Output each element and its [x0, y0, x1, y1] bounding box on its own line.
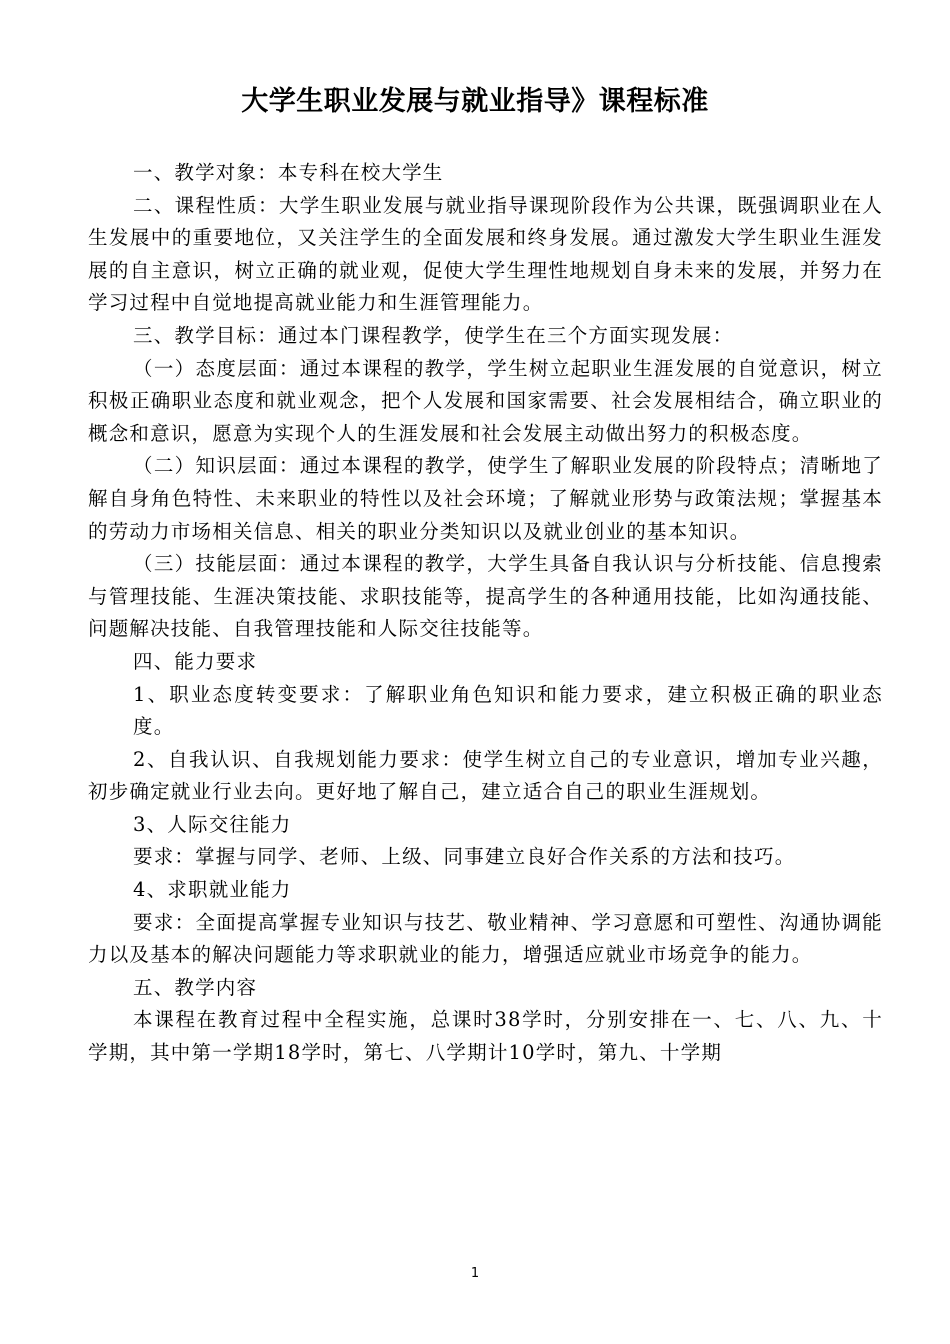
paragraph-ability-item-4-requirement: 要求：全面提高掌握专业知识与技艺、敬业精神、学习意愿和可塑性、沟通协调能力以及基本的解决问题能力等求职就业的能力，增强适应就业市场竞争的能力。	[88, 910, 883, 967]
paragraph-ability-item-1: 1、职业态度转变要求：了解职业角色知识和能力要求，建立积极正确的职业态度。	[133, 682, 883, 739]
paragraph-attitude-level: （一）态度层面：通过本课程的教学，学生树立起职业生涯发展的自觉意识，树立积极正确职业态度和就业观念，把个人发展和国家需要、社会发展相结合，确立职业的概念和意识，愿意为实现个人的生涯发展和社会发展主动做出努力的积极态度。	[88, 356, 883, 445]
paragraph-knowledge-level: （二）知识层面：通过本课程的教学，使学生了解职业发展的阶段特点；清晰地了解自身角色特性、未来职业的特性以及社会环境；了解就业形势与政策法规；掌握基本的劳动力市场相关信息、相关的职业分类知识以及就业创业的基本知识。	[88, 454, 883, 543]
document-title: 大学生职业发展与就业指导》课程标准	[241, 86, 709, 117]
section-heading-teaching-content: 五、教学内容	[133, 975, 258, 999]
paragraph-course-nature: 二、课程性质：大学生职业发展与就业指导课现阶段作为公共课，既强调职业在人生发展中的重要地位，又关注学生的全面发展和终身发展。通过激发大学生职业生涯发展的自主意识，树立正确的就业观，促使大学生理性地规划自身未来的发展，并努力在学习过程中自觉地提高就业能力和生涯管理能力。	[88, 193, 883, 315]
document-body	[88, 157, 883, 1070]
paragraph-teaching-goals: 三、教学目标：通过本门课程教学，使学生在三个方面实现发展：	[133, 323, 734, 347]
section-heading-ability-requirements: 四、能力要求	[133, 649, 258, 673]
paragraph-ability-item-4: 4、求职就业能力	[133, 878, 292, 902]
page-number: 1	[470, 1266, 480, 1281]
paragraph-teaching-target: 一、教学对象：本专科在校大学生	[133, 161, 444, 184]
paragraph-ability-item-3: 3、人际交往能力	[133, 812, 292, 836]
paragraph-ability-item-3-requirement: 要求：掌握与同学、老师、上级、同事建立良好合作关系的方法和技巧。	[133, 845, 796, 869]
paragraph-skill-level: （三）技能层面：通过本课程的教学，大学生具备自我认识与分析技能、信息搜索与管理技能、生涯决策技能、求职技能等，提高学生的各种通用技能，比如沟通技能、问题解决技能、自我管理技能和人际交往技能等。	[88, 552, 883, 641]
paragraph-teaching-content: 本课程在教育过程中全程实施，总课时38学时，分别安排在一、七、八、九、十学期，其中第一学期18学时，第七、八学期计10学时，第九、十学期	[88, 1008, 883, 1065]
paragraph-ability-item-2: 2、自我认识、自我规划能力要求：使学生树立自己的专业意识，增加专业兴趣，初步确定就业行业去向。更好地了解自己，建立适合自己的职业生涯规划。	[88, 747, 883, 804]
